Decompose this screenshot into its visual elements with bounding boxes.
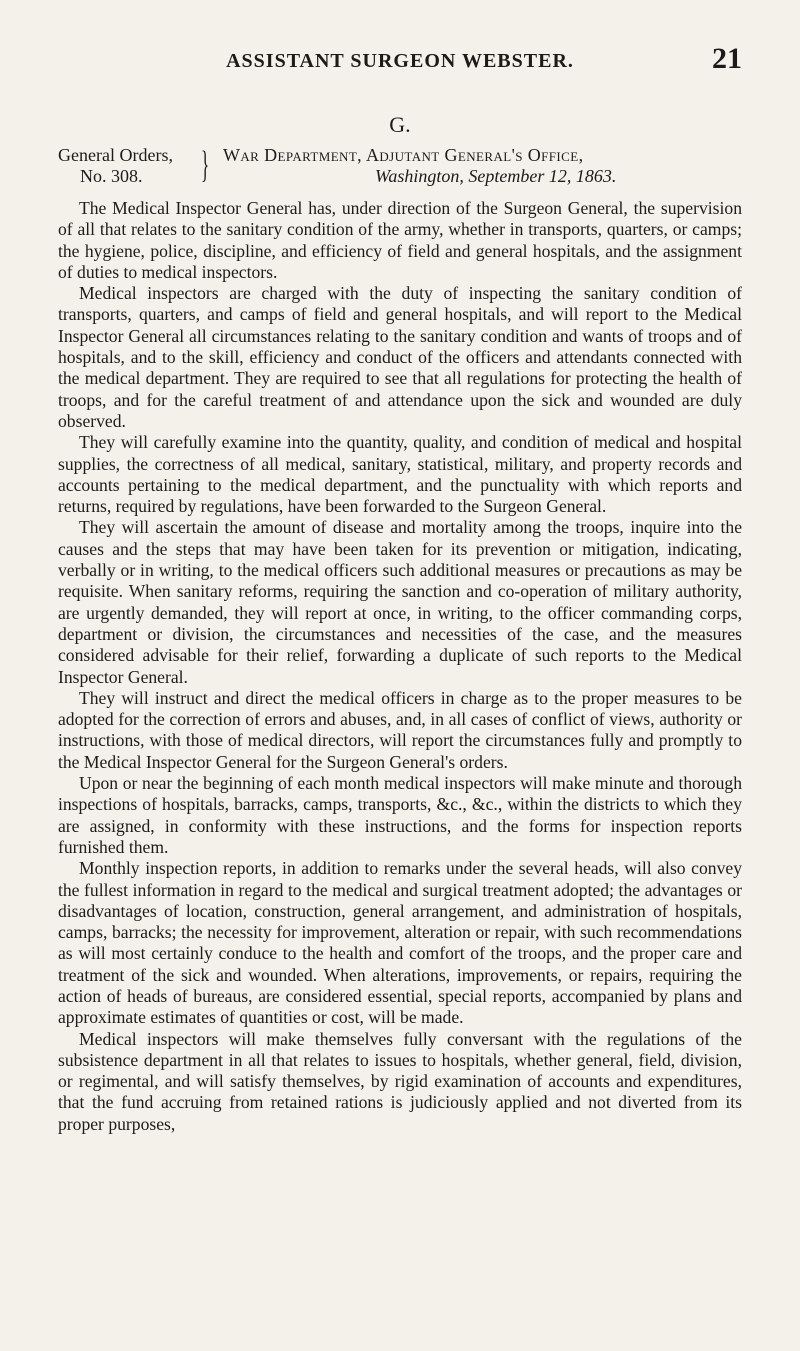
order-number-block <box>58 145 218 187</box>
order-body <box>58 198 742 1135</box>
general-orders-label: General Orders, <box>58 145 173 165</box>
office-block <box>223 145 768 187</box>
order-heading <box>58 145 758 193</box>
paragraph: They will ascertain the amount of disease and mortality among the troops, inquire into the causes and the steps that may have been taken for its prevention or mitigation, indicating, verbally or in writing, to the medical officers such additional measures or precautions as may be requisite. When sanitary reforms, requiring the sanction and co-operation of military authority, are urgently demanded, they will report at once, in writing, to the officer commanding corps, department or division, the circumstances and necessities of the case, and the measures considered advisable for their relief, forwarding a duplicate of such reports to the Medical Inspector General. <box>58 517 742 687</box>
paragraph: They will instruct and direct the medical officers in charge as to the proper measures to be adopted for the correction of errors and abuses, and, in all cases of conflict of views, authority or instructions, with those of medical directors, will report the circumstances fully and promptly to the Medical Inspector General for the Surgeon General's orders. <box>58 687 742 772</box>
running-header <box>0 42 800 76</box>
page-number: 21 <box>712 42 742 75</box>
paragraph: Upon or near the beginning of each month medical inspectors will make minute and thorough inspections of hospitals, barracks, camps, transports, &c., &c., within the districts to which they are assigned, in conformity with these instructions, and the forms for inspection reports furnished them. <box>58 773 742 857</box>
section-letter: G. <box>389 112 411 137</box>
paragraph: They will carefully examine into the quantity, quality, and condition of medical and hospital supplies, the correctness of all medical, sanitary, statistical, military, and property records and accounts pertaining to the medical department, and the punctuality with which reports and returns, required by regulations, have been forwarded to the Surgeon General. <box>58 432 742 517</box>
brace-icon: } <box>201 144 210 186</box>
issuing-office: War Department, Adjutant General's Office, <box>223 145 584 165</box>
running-title: ASSISTANT SURGEON WEBSTER. <box>226 50 574 72</box>
order-number: No. 308. <box>80 166 143 186</box>
paragraph: Medical inspectors will make themselves fully conversant with the regulations of the subsistence department in all that relates to issues to hospitals, whether general, field, division, or regimental, and will satisfy themselves, by rigid examination of accounts and expenditures, that the fund accruing from retained rations is judiciously applied and not diverted from its proper purposes, <box>58 1028 742 1134</box>
paragraph: The Medical Inspector General has, under direction of the Surgeon General, the supervision of all that relates to the sanitary condition of the army, whether in transports, quarters, or camps; the hygiene, police, discipline, and efficiency of field and general hospitals, and the assignment of duties to medical inspectors. <box>58 198 742 282</box>
paragraph: Medical inspectors are charged with the duty of inspecting the sanitary condition of transports, quarters, and camps of field and general hospitals, and will report to the Medical Inspector General all circumstances relating to the sanitary condition and wants of troops and of hospitals, and to the skill, efficiency and conduct of the officers and attendants connected with the medical department. They are required to see that all regulations for protecting the health of troops, and for the careful treatment of and attendance upon the sick and wounded are duly observed. <box>58 283 742 431</box>
place-and-date: Washington, September 12, 1863. <box>375 166 617 186</box>
paragraph: Monthly inspection reports, in addition to remarks under the several heads, will also convey the fullest information in regard to the medical and surgical treatment adopted; the advantages or disadvantages of location, construction, general arrangement, and administration of hospitals, camps, barracks; the necessity for improvement, alteration or repair, with such recommendations as will most certainly conduce to the health and comfort of the troops, and the proper care and treatment of the sick and wounded. When alterations, improvements, or repairs, requiring the action of heads of bureaus, are considered essential, special reports, accompanied by plans and approximate estimates of quantities or cost, will be made. <box>58 858 742 1028</box>
